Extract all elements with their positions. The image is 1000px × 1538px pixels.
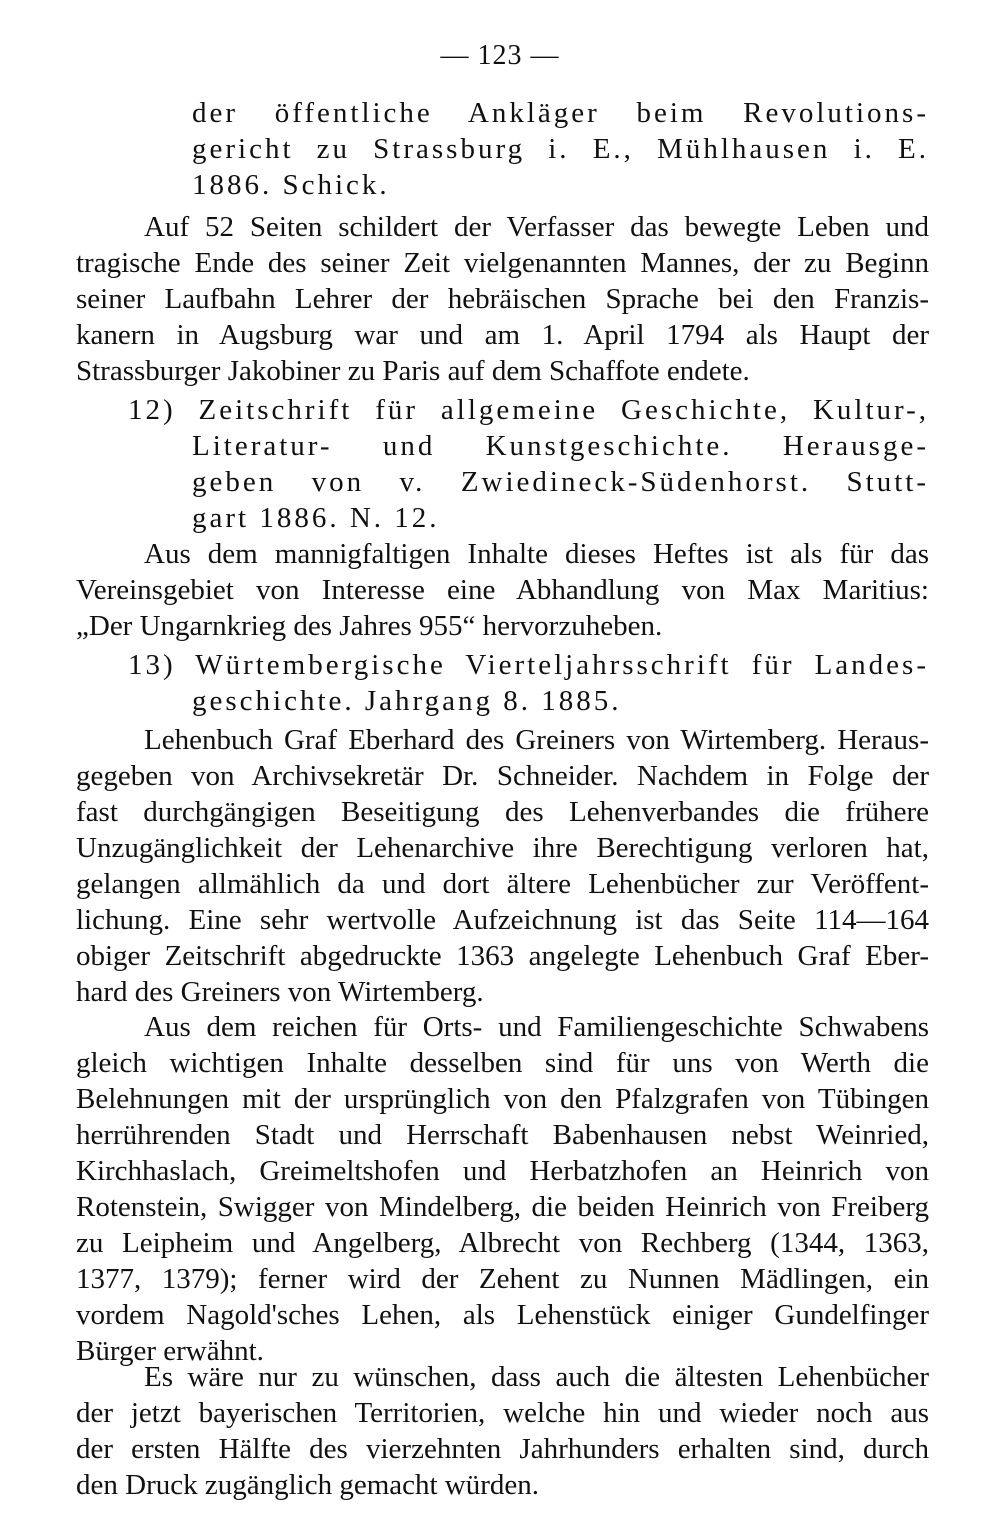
text-line: Aus dem reichen für Orts- und Familiengeschichte Schwabens: [144, 1011, 929, 1043]
text-line: Rotenstein, Swigger von Mindelberg, die beiden Heinrich von Freiberg: [76, 1191, 929, 1223]
text-line: fast durchgängigen Beseitigung des Lehenverbandes die frühere: [76, 796, 929, 828]
text-line: Vereinsgebiet von Interesse eine Abhandlung von Max Maritius:: [76, 574, 929, 606]
text-line: geschichte. Jahrgang 8. 1885.: [192, 685, 622, 717]
text-line: tragische Ende des seiner Zeit vielgenannten Mannes, der zu Beginn: [76, 247, 929, 279]
text-line: Aus dem mannigfaltigen Inhalte dieses Heftes ist als für das: [144, 538, 929, 570]
text-line: der öffentliche Ankläger beim Revolutions-: [192, 97, 929, 129]
text-line: Es wäre nur zu wünschen, dass auch die ältesten Lehenbücher: [144, 1361, 929, 1393]
text-line: gegeben von Archivsekretär Dr. Schneider. Nachdem in Folge der: [76, 760, 929, 792]
text-line: Bürger erwähnt.: [76, 1335, 264, 1367]
text-line: herrührenden Stadt und Herrschaft Babenhausen nebst Weinried,: [76, 1119, 929, 1151]
text-line: 1377, 1379); ferner wird der Zehent zu Nunnen Mädlingen, ein: [76, 1263, 929, 1295]
text-line: geben von v. Zwiedineck-Südenhorst. Stutt-: [192, 466, 929, 498]
paragraph-lehenbuch-intro: [76, 722, 929, 1010]
text-line: gericht zu Strassburg i. E., Mühlhausen i. E.: [192, 133, 929, 165]
paragraph-zeitschrift-content: [76, 536, 929, 644]
bibliography-entry-11: [76, 95, 929, 203]
text-line: Auf 52 Seiten schildert der Verfasser das bewegte Leben und: [144, 211, 929, 243]
text-line: gleich wichtigen Inhalte desselben sind für uns von Werth die: [76, 1047, 929, 1079]
text-line: Kirchhaslach, Greimeltshofen und Herbatzhofen an Heinrich von: [76, 1155, 929, 1187]
text-line: „Der Ungarnkrieg des Jahres 955“ hervorzuheben.: [76, 610, 663, 642]
text-line: Strassburger Jakobiner zu Paris auf dem Schaffote endete.: [76, 355, 750, 387]
bibliography-entry-12: [76, 392, 929, 536]
text-line: lichung. Eine sehr wertvolle Aufzeichnung ist das Seite 114—164: [76, 904, 929, 936]
text-line: der jetzt bayerischen Territorien, welche hin und wieder noch aus: [76, 1397, 929, 1429]
text-line: Lehenbuch Graf Eberhard des Greiners von Wirtemberg. Heraus-: [144, 724, 929, 756]
text-line: obiger Zeitschrift abgedruckte 1363 angelegte Lehenbuch Graf Eber-: [76, 940, 929, 972]
text-line: kanern in Augsburg war und am 1. April 1794 als Haupt der: [76, 319, 929, 351]
text-line: 1886. Schick.: [192, 169, 390, 201]
text-line: 12) Zeitschrift für allgemeine Geschichte, Kultur-,: [128, 394, 929, 426]
text-line: gart 1886. N. 12.: [192, 502, 440, 534]
text-line: hard des Greiners von Wirtemberg.: [76, 976, 484, 1008]
paragraph-schneider-biography: [76, 209, 929, 389]
paragraph-closing-wish: [76, 1359, 929, 1503]
text-line: seiner Laufbahn Lehrer der hebräischen Sprache bei den Franzis-: [76, 283, 929, 315]
bibliography-entry-13: [76, 647, 929, 719]
paragraph-lehenbuch-content: [76, 1009, 929, 1369]
text-line: den Druck zugänglich gemacht würden.: [76, 1469, 540, 1501]
text-line: 13) Würtembergische Vierteljahrsschrift für Landes-: [128, 649, 929, 681]
text-line: gelangen allmählich da und dort ältere Lehenbücher zur Veröffent-: [76, 868, 929, 900]
text-line: zu Leipheim und Angelberg, Albrecht von Rechberg (1344, 1363,: [76, 1227, 929, 1259]
page-number: — 123 —: [440, 40, 560, 71]
text-line: der ersten Hälfte des vierzehnten Jahrhunders erhalten sind, durch: [76, 1433, 929, 1465]
text-line: Literatur- und Kunstgeschichte. Herausge-: [192, 430, 929, 462]
text-line: Unzugänglichkeit der Lehenarchive ihre Berechtigung verloren hat,: [76, 832, 929, 864]
text-line: Belehnungen mit der ursprünglich von den Pfalzgrafen von Tübingen: [76, 1083, 929, 1115]
text-line: vordem Nagold'sches Lehen, als Lehenstück einiger Gundelfinger: [76, 1299, 929, 1331]
